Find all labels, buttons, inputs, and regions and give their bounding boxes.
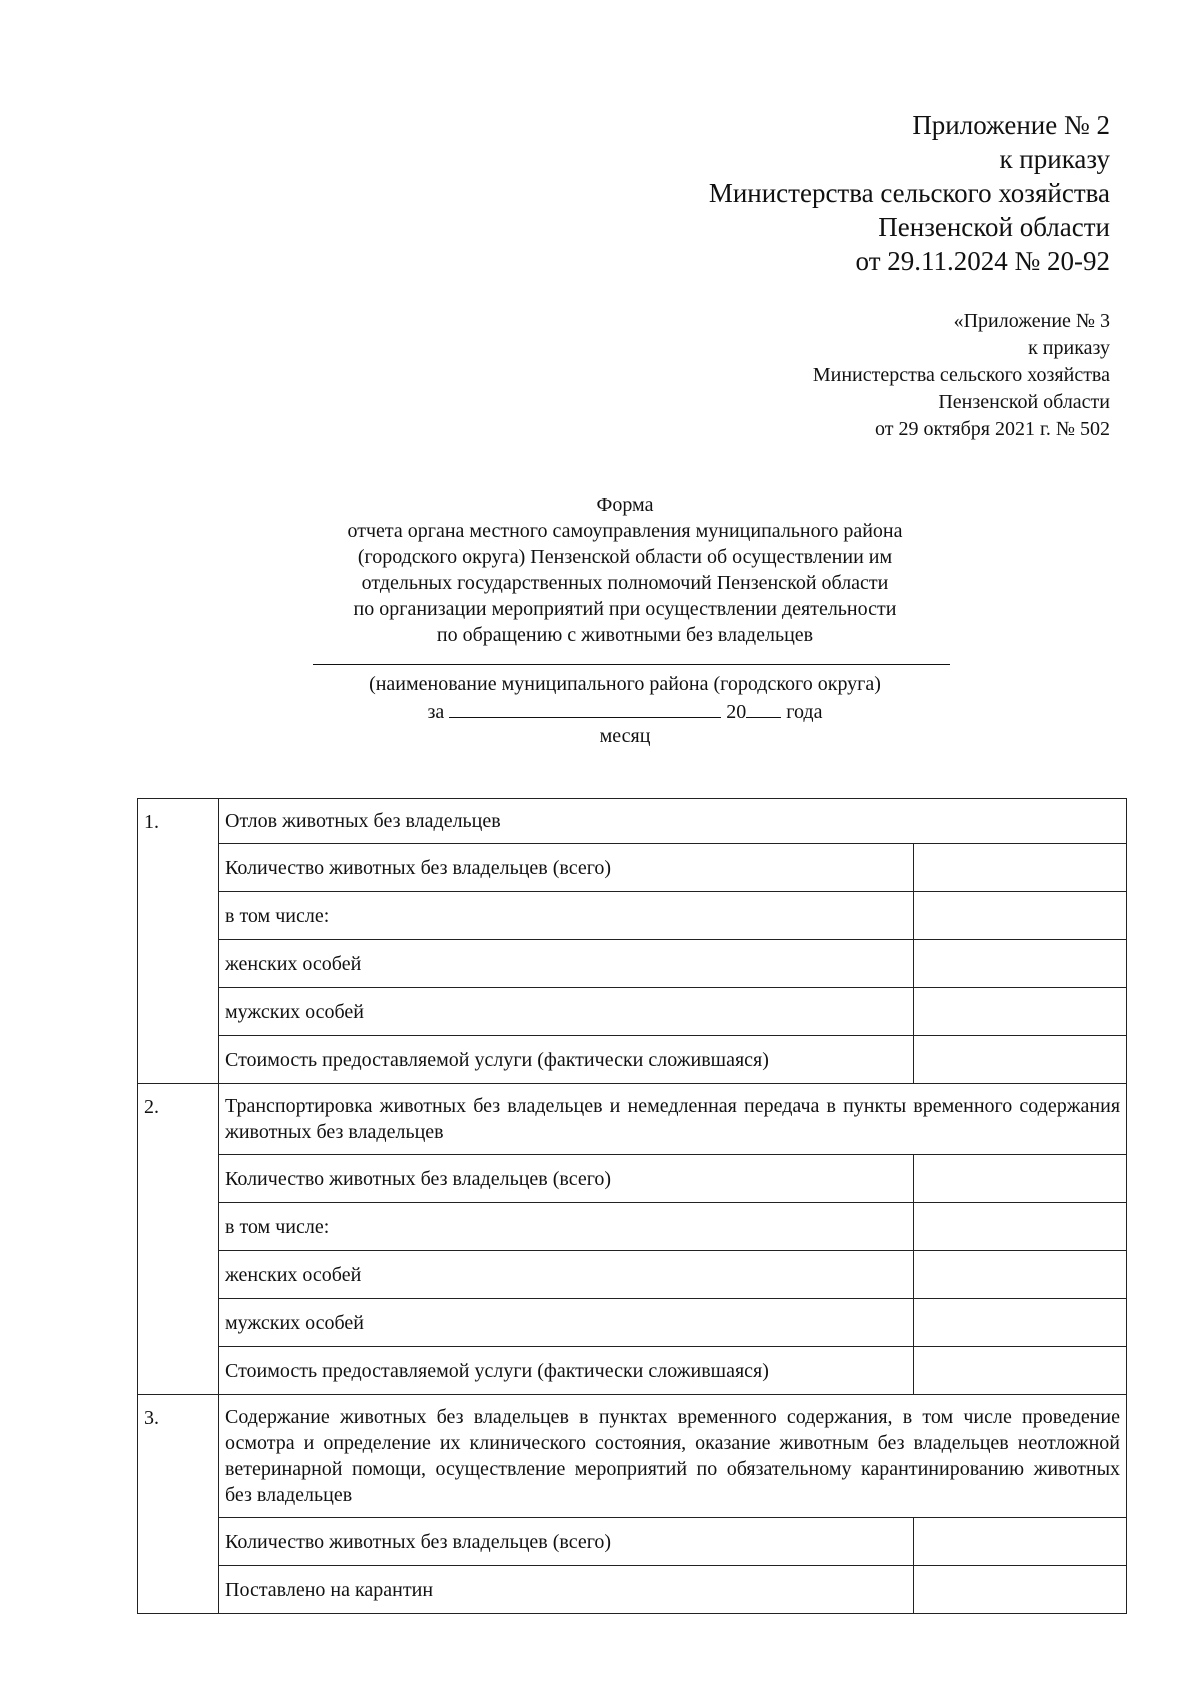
row-label: Количество животных без владельцев (всего) xyxy=(219,1155,914,1203)
row-label: в том числе: xyxy=(219,892,914,940)
value-cell[interactable] xyxy=(914,1036,1127,1084)
section-title: Отлов животных без владельцев xyxy=(219,799,1127,844)
row-label: Количество животных без владельцев (всего) xyxy=(219,1518,914,1566)
value-cell[interactable] xyxy=(914,844,1127,892)
annex-quoted-line: Министерства сельского хозяйства xyxy=(812,364,1110,386)
section-title: Транспортировка животных без владельцев и немедленная передача в пункты временного содержания животных без владельцев xyxy=(219,1084,1127,1155)
form-title-line: Форма xyxy=(596,494,654,516)
row-label: мужских особей xyxy=(219,1299,914,1347)
value-cell[interactable] xyxy=(914,1518,1127,1566)
table-row xyxy=(138,844,1127,892)
table-row xyxy=(138,1251,1127,1299)
annex-quoted-block xyxy=(813,308,1110,443)
row-label: мужских особей xyxy=(219,988,914,1036)
value-cell[interactable] xyxy=(914,1155,1127,1203)
annex-main-block xyxy=(709,108,1110,278)
section-header-row xyxy=(138,799,1127,844)
municipality-name-field[interactable] xyxy=(313,664,950,665)
annex-main-line: Приложение № 2 xyxy=(912,110,1110,140)
table-row xyxy=(138,1299,1127,1347)
section-title: Содержание животных без владельцев в пунктах временного содержания, в том числе проведение осмотра и определение их клинического состояния, оказание животным без владельцев неотложной ветеринарной помощи, осуществление мероприятий по обязательному карантинированию животных без владельцев xyxy=(219,1395,1127,1518)
annex-main-line: от 29.11.2024 № 20-92 xyxy=(855,246,1110,276)
period-suffix: года xyxy=(786,701,823,723)
table-row xyxy=(138,940,1127,988)
table-row xyxy=(138,1347,1127,1395)
section-header-row xyxy=(138,1395,1127,1518)
value-cell[interactable] xyxy=(914,892,1127,940)
value-cell[interactable] xyxy=(914,1299,1127,1347)
period-year-prefix: 20 xyxy=(726,701,747,723)
form-title-line: (городского округа) Пензенской области об осуществлении им xyxy=(357,546,893,568)
section-number: 3. xyxy=(138,1395,219,1614)
month-caption: месяц xyxy=(599,725,651,747)
value-cell[interactable] xyxy=(914,1347,1127,1395)
year-field[interactable] xyxy=(746,697,781,718)
table-row xyxy=(138,1036,1127,1084)
row-label: женских особей xyxy=(219,940,914,988)
row-label: женских особей xyxy=(219,1251,914,1299)
value-cell[interactable] xyxy=(914,988,1127,1036)
section-number: 2. xyxy=(138,1084,219,1395)
report-period-row xyxy=(240,697,1010,725)
municipality-name-caption: (наименование муниципального района (городского округа) xyxy=(369,673,881,695)
annex-quoted-line: от 29 октября 2021 г. № 502 xyxy=(874,418,1110,440)
row-label: Поставлено на карантин xyxy=(219,1566,914,1614)
report-table xyxy=(137,798,1127,1614)
form-title-block xyxy=(240,492,1010,648)
annex-quoted-line: «Приложение № 3 xyxy=(953,310,1110,332)
annex-main-line: к приказу xyxy=(999,144,1110,174)
section-header-row xyxy=(138,1084,1127,1155)
row-label: Стоимость предоставляемой услуги (фактически сложившаяся) xyxy=(219,1347,914,1395)
value-cell[interactable] xyxy=(914,1566,1127,1614)
table-row xyxy=(138,988,1127,1036)
table-row xyxy=(138,1155,1127,1203)
form-title-line: отдельных государственных полномочий Пензенской области xyxy=(361,572,889,594)
annex-quoted-line: к приказу xyxy=(1028,337,1110,359)
annex-main-line: Министерства сельского хозяйства xyxy=(708,178,1110,208)
period-prefix: за xyxy=(427,701,445,723)
table-row xyxy=(138,1203,1127,1251)
section-number: 1. xyxy=(138,799,219,1084)
annex-quoted-line: Пензенской области xyxy=(938,391,1110,413)
table-row xyxy=(138,1566,1127,1614)
row-label: Количество животных без владельцев (всего) xyxy=(219,844,914,892)
row-label: Стоимость предоставляемой услуги (фактически сложившаяся) xyxy=(219,1036,914,1084)
table-row xyxy=(138,892,1127,940)
form-title-line: по организации мероприятий при осуществлении деятельности xyxy=(353,598,897,620)
value-cell[interactable] xyxy=(914,1251,1127,1299)
annex-main-line: Пензенской области xyxy=(878,212,1110,242)
row-label: в том числе: xyxy=(219,1203,914,1251)
form-title-line: по обращению с животными без владельцев xyxy=(436,624,814,646)
form-title-line: отчета органа местного самоуправления муниципального района xyxy=(347,520,903,542)
month-field[interactable] xyxy=(449,697,721,718)
table-row xyxy=(138,1518,1127,1566)
value-cell[interactable] xyxy=(914,1203,1127,1251)
value-cell[interactable] xyxy=(914,940,1127,988)
